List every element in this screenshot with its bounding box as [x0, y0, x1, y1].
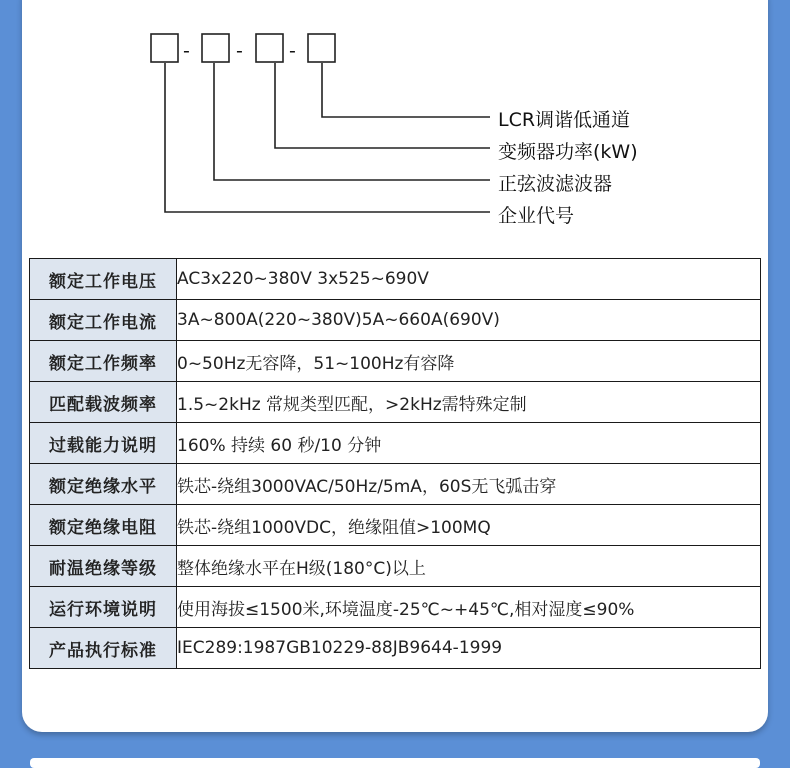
spec-value: 整体绝缘水平在H级(180°C)以上 [177, 546, 761, 587]
code-box-2 [202, 34, 229, 62]
spec-row [30, 423, 761, 464]
code-label-power: 变频器功率(kW) [498, 141, 638, 163]
spec-row [30, 300, 761, 341]
spec-label: 耐温绝缘等级 [30, 546, 177, 587]
spec-value: 铁芯-绕组3000VAC/50Hz/5mA，60S无飞弧击穿 [177, 464, 761, 505]
spec-value: 3A~800A(220~380V)5A~660A(690V) [177, 300, 761, 341]
spec-label: 额定工作电流 [30, 300, 177, 341]
spec-value: IEC289:1987GB10229-88JB9644-1999 [177, 628, 761, 669]
leader-line-3 [214, 63, 490, 180]
leader-line-1 [322, 63, 490, 117]
leader-line-2 [275, 63, 490, 148]
code-box-3 [256, 34, 283, 62]
code-separator-1: - [183, 40, 190, 62]
spec-row [30, 546, 761, 587]
spec-table [29, 258, 761, 669]
spec-row [30, 464, 761, 505]
code-separator-3: - [289, 40, 296, 62]
code-label-lcr: LCR调谐低通道 [498, 109, 631, 131]
code-label-filter: 正弦波滤波器 [498, 173, 613, 195]
spec-value: 使用海拔≤1500米,环境温度-25℃~+45℃,相对湿度≤90% [177, 587, 761, 628]
spec-row [30, 628, 761, 669]
code-box-1 [151, 34, 178, 62]
spec-row [30, 505, 761, 546]
spec-value: 1.5~2kHz 常规类型匹配，>2kHz需特殊定制 [177, 382, 761, 423]
spec-label: 运行环境说明 [30, 587, 177, 628]
spec-value: 0~50Hz无容降，51~100Hz有容降 [177, 341, 761, 382]
spec-label: 过载能力说明 [30, 423, 177, 464]
spec-label: 产品执行标准 [30, 628, 177, 669]
model-code-diagram [0, 0, 790, 258]
code-separator-2: - [236, 40, 243, 62]
spec-row [30, 382, 761, 423]
spec-value: AC3x220~380V 3x525~690V [177, 259, 761, 300]
spec-label: 额定绝缘电阻 [30, 505, 177, 546]
code-box-4 [308, 34, 335, 62]
code-label-company: 企业代号 [498, 205, 575, 227]
bottom-strip [30, 758, 760, 768]
spec-value: 铁芯-绕组1000VDC，绝缘阻值>100MQ [177, 505, 761, 546]
spec-label: 额定工作电压 [30, 259, 177, 300]
spec-label: 额定工作频率 [30, 341, 177, 382]
spec-row [30, 259, 761, 300]
spec-row [30, 587, 761, 628]
spec-label: 匹配载波频率 [30, 382, 177, 423]
spec-row [30, 341, 761, 382]
spec-label: 额定绝缘水平 [30, 464, 177, 505]
spec-value: 160% 持续 60 秒/10 分钟 [177, 423, 761, 464]
